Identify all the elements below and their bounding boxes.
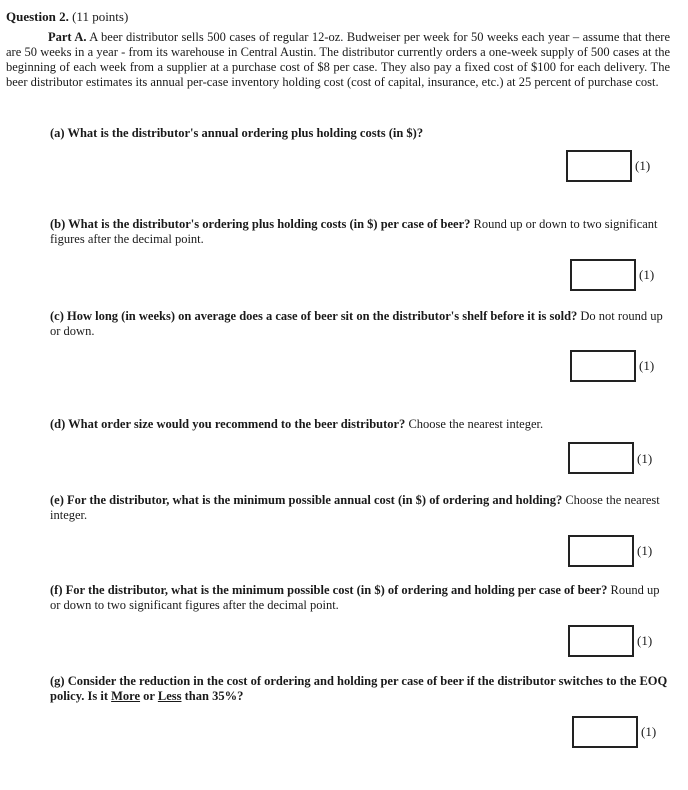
answer-box-e[interactable]: [568, 535, 634, 567]
part-g-question-pre: (g) Consider the reduction in the cost of ordering and holding per case of beer if the distributor switches to the EOQ policy. Is it: [50, 674, 668, 703]
part-c: [50, 309, 672, 339]
answer-box-g[interactable]: [572, 716, 638, 748]
part-c-instruction: Do not round up or down.: [50, 309, 663, 338]
part-g-or: or: [143, 689, 155, 703]
answer-box-a[interactable]: [566, 150, 632, 182]
answer-box-c[interactable]: [570, 350, 636, 382]
part-b: [50, 217, 672, 247]
part-g-question-post: than 35%?: [184, 689, 244, 703]
part-d-question: (d) What order size would you recommend to the beer distributor?: [50, 417, 406, 431]
option-less: Less: [157, 689, 182, 703]
option-more: More: [111, 689, 141, 703]
part-label: Part A.: [48, 30, 87, 44]
part-e: [50, 493, 672, 523]
answer-box-b[interactable]: [570, 259, 636, 291]
part-f-question: (f) For the distributor, what is the minimum possible cost (in $) of ordering and holding per case of beer?: [50, 583, 608, 597]
question-points: (11 points): [72, 9, 129, 24]
part-a-question: (a) What is the distributor's annual ordering plus holding costs (in $)?: [50, 126, 424, 140]
part-d: [50, 417, 672, 432]
question-label: Question 2.: [6, 9, 69, 24]
answer-box-f[interactable]: [568, 625, 634, 657]
part-f: [50, 583, 672, 613]
points-e: (1): [637, 543, 653, 558]
points-g: (1): [641, 724, 657, 739]
part-c-question: (c) How long (in weeks) on average does a case of beer sit on the distributor's shelf before it is sold?: [50, 309, 578, 323]
points-a: (1): [635, 158, 651, 173]
part-e-instruction: Choose the nearest integer.: [50, 493, 660, 522]
points-b: (1): [639, 267, 655, 282]
part-a: [50, 126, 672, 141]
part-g: [50, 674, 672, 704]
part-b-instruction: Round up or down to two significant figures after the decimal point.: [50, 217, 658, 246]
points-c: (1): [639, 358, 655, 373]
points-f: (1): [637, 633, 653, 648]
question-header: [6, 9, 128, 24]
answer-box-d[interactable]: [568, 442, 634, 474]
part-d-instruction: Choose the nearest integer.: [408, 417, 544, 431]
points-d: (1): [637, 451, 653, 466]
part-b-question: (b) What is the distributor's ordering plus holding costs (in $) per case of beer?: [50, 217, 471, 231]
part-e-question: (e) For the distributor, what is the minimum possible annual cost (in $) of ordering and holding?: [50, 493, 563, 507]
intro-paragraph: [6, 30, 670, 90]
part-g-question: [50, 674, 667, 703]
intro-text: A beer distributor sells 500 cases of regular 12-oz. Budweiser per week for 50 weeks each year – assume that there are 50 weeks in a year - from its warehouse in Central Austin. The distributor currently orders a one-week supply of 500 cases at the beginning of each week from a supplier at a purchase cost of $8 per case. They also pay a fixed cost of $100 for each delivery. The beer distributor estimates its annual per-case inventory holding cost (cost of capital, insurance, etc.) at 25 percent of purchase cost.: [6, 30, 670, 89]
part-f-instruction: Round up or down to two significant figures after the decimal point.: [50, 583, 660, 612]
